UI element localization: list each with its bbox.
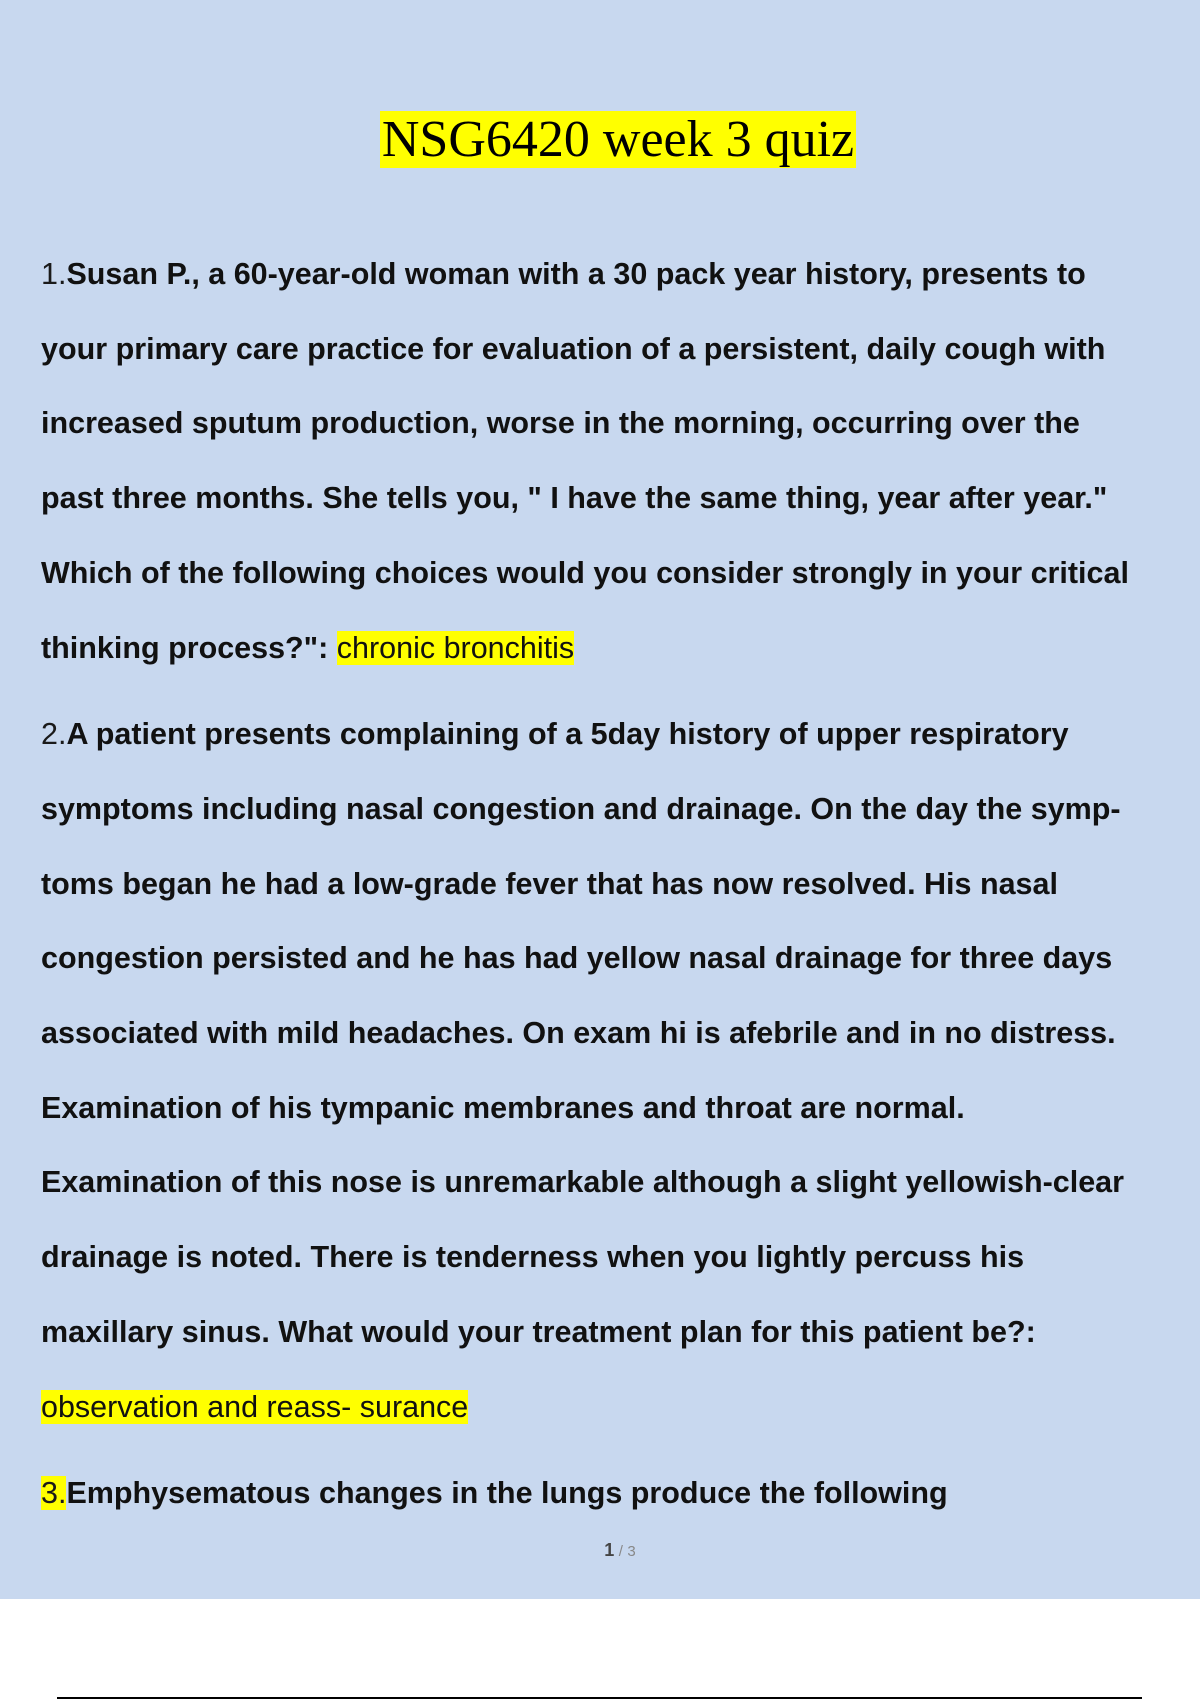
page-current: 1 (604, 1540, 615, 1560)
page-title (0, 108, 1200, 172)
page-indicator (0, 1540, 1200, 1561)
question-1-number: 1. (41, 257, 67, 291)
divider (57, 1697, 1142, 1699)
page-separator: / (618, 1543, 623, 1560)
page-title-text: NSG6420 week 3 quiz (381, 111, 855, 168)
question-2-text: A patient presents complaining of a 5day history of upper respiratory symptoms including nasal congestion and drainage. On the day the symp- toms began he had a low-grade fever that has now resolved. His nasal congestion persisted and he has had yellow nasal drainage for three days associated with mild headaches. On exam hi is afebrile and in no distress. Examination of his tympanic membranes and throat are normal. Examination of this nose is unremarkable although a slight yellowish-clear drainage is noted. There is tenderness when you lightly percuss his maxillary sinus. What would your treatment plan for this patient be?: (41, 717, 1125, 1349)
question-1-answer: chronic bronchitis (336, 630, 575, 665)
question-1-text: Susan P., a 60-year-old woman with a 30 pack year history, presents to your primary care practice for evaluation of a persistent, daily cough with increased sputum production, worse in the morning, occurring over the past three months. She tells you, " I have the same thing, year after year." Which of the following choices would you consider strongly in your critical thinking process?": (41, 257, 1129, 665)
page-total: 3 (627, 1543, 636, 1560)
question-2-answer: observation and reass- surance (41, 1389, 469, 1424)
question-list (41, 237, 1191, 1543)
question-2 (41, 697, 1191, 1444)
question-2-number: 2. (41, 717, 67, 752)
question-3 (41, 1456, 1191, 1531)
question-1 (41, 237, 1191, 685)
question-3-text: Emphysematous changes in the lungs produce the following (66, 1476, 948, 1511)
question-3-number: 3. (41, 1476, 67, 1511)
